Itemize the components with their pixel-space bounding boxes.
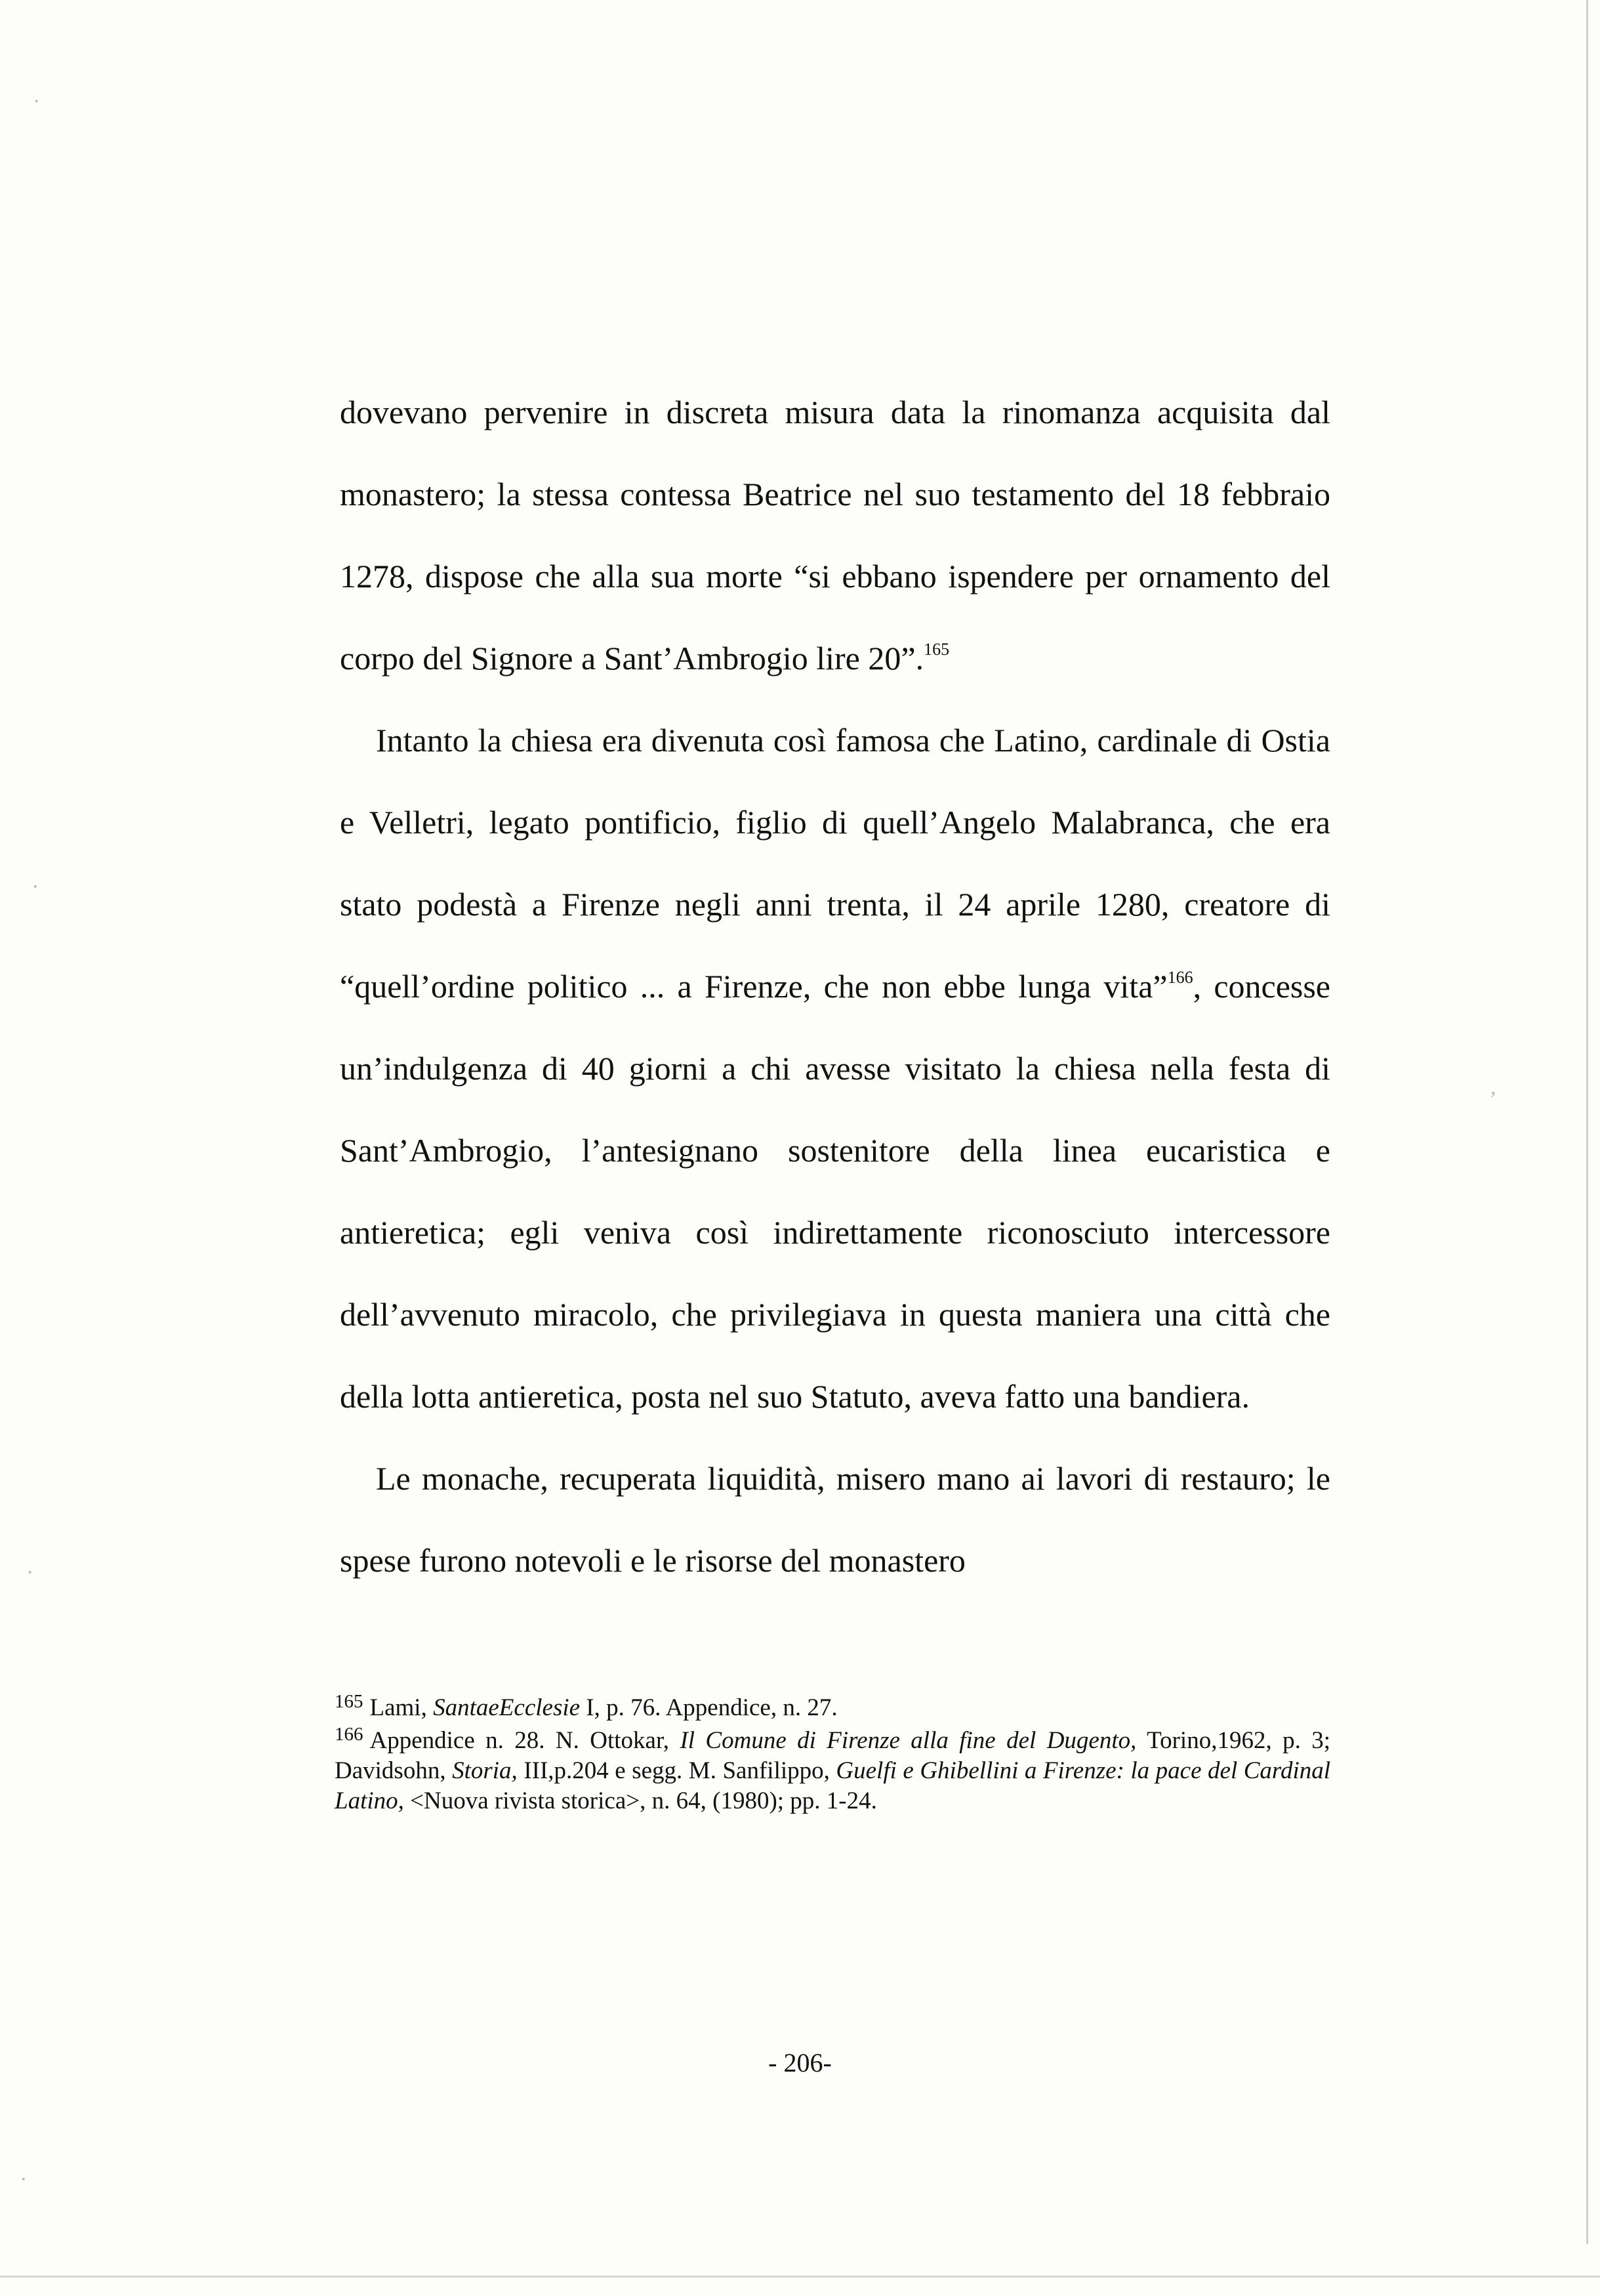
scan-speck: · bbox=[20, 2167, 28, 2192]
paragraph-2-text-a: Intanto la chiesa era divenuta così famosa che Latino, cardinale di Ostia e Velletri, legato pontificio, figlio di quell’Angelo Malabranca, che era stato podestà a Firenze negli anni trenta, il 24 aprile 1280, creatore di “quell’ordine politico ... a Firenze, che non ebbe lunga vita” bbox=[340, 722, 1330, 1005]
footnote-number: 165 bbox=[335, 1691, 363, 1712]
footnote-ref-166: 166 bbox=[1167, 968, 1193, 987]
scan-speck: · bbox=[33, 89, 41, 114]
page-edge-right bbox=[1586, 0, 1588, 2244]
footnote-italic-title: SantaeEcclesie bbox=[433, 1694, 581, 1721]
footnote-italic-title: Storia, bbox=[452, 1757, 518, 1784]
paragraph-3-text: Le monache, recuperata liquidità, misero mano ai lavori di restauro; le spese furono notevoli e le risorse del monastero bbox=[340, 1460, 1330, 1579]
footnote-italic-title: Guelfi e Ghibellini a Firenze: la pace del Cardinal Latino, bbox=[335, 1757, 1330, 1814]
footnotes bbox=[335, 1693, 1330, 1819]
footnote-number: 166 bbox=[335, 1724, 363, 1745]
paragraph-2-text-b: , concesse un’indulgenza di 40 giorni a chi avesse visitato la chiesa nella festa di Sant’Ambrogio, l’antesignano sostenitore della linea eucaristica e antieretica; egli veniva così indirettamente riconosciuto intercessore dell’avvenuto miracolo, che privilegiava in questa maniera una città che della lotta antieretica, posta nel suo Statuto, aveva fatto una bandiera. bbox=[340, 968, 1330, 1415]
footnote-text: III,p.204 e segg. M. Sanfilippo, bbox=[517, 1757, 836, 1784]
footnote-ref-165: 165 bbox=[924, 640, 950, 659]
scan-speck: · bbox=[31, 875, 39, 899]
page-number: - 206- bbox=[768, 2048, 832, 2077]
footnote-165 bbox=[335, 1693, 1330, 1723]
body-text bbox=[340, 371, 1330, 1602]
scan-speck: , bbox=[1490, 1075, 1496, 1099]
footnote-text: Appendice n. 28. N. Ottokar, bbox=[369, 1727, 680, 1754]
paragraph-1 bbox=[340, 371, 1330, 699]
paragraph-3 bbox=[340, 1438, 1330, 1602]
footnote-italic-title: Il Comune di Firenze alla fine del Dugento, bbox=[680, 1727, 1137, 1754]
paragraph-2 bbox=[340, 699, 1330, 1438]
page-edge-bottom bbox=[0, 2276, 1600, 2278]
footnote-text: Lami, bbox=[369, 1694, 434, 1721]
footnote-text: <Nuova rivista storica>, n. 64, (1980); pp. 1-24. bbox=[403, 1787, 877, 1814]
scan-speck: · bbox=[26, 1560, 34, 1585]
footnote-166 bbox=[335, 1726, 1330, 1816]
footnote-text: I, p. 76. Appendice, n. 27. bbox=[580, 1694, 838, 1721]
footnote-text: Torino,1962, p. 3; Davidsohn, bbox=[335, 1727, 1330, 1784]
paragraph-1-text: dovevano pervenire in discreta misura data la rinomanza acquisita dal monastero; la stessa contessa Beatrice nel suo testamento del 18 febbraio 1278, dispose che alla sua morte “si ebbano ispendere per ornamento del corpo del Signore a Sant’Ambrogio lire 20”. bbox=[340, 394, 1330, 677]
